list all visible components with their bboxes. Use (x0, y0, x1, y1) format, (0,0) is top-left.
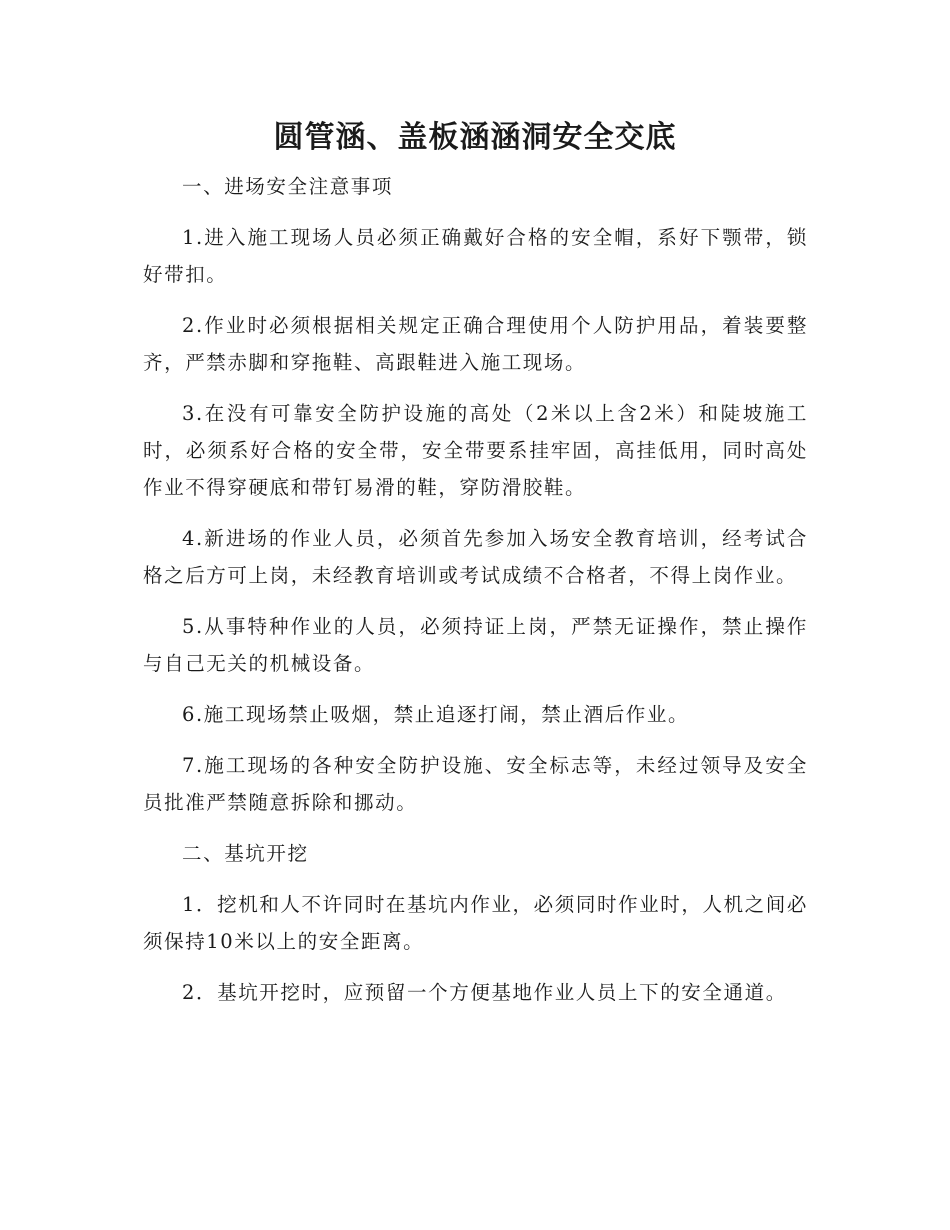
entry-safety-item-4: 4.新进场的作业人员，必须首先参加入场安全教育培训，经考试合格之后方可上岗，未经教育培训或考试成绩不合格者，不得上岗作业。 (143, 527, 808, 587)
document-body (143, 168, 808, 1025)
document-title: 圆管涵、盖板涵涵洞安全交底 (273, 120, 677, 155)
entry-safety-item-7: 7.施工现场的各种安全防护设施、安全标志等，未经过领导及安全员批准严禁随意拆除和挪动。 (143, 754, 808, 814)
entry-safety-item-6: 6.施工现场禁止吸烟，禁止追逐打闹，禁止酒后作业。 (182, 703, 690, 726)
section-heading-entry-safety: 一、进场安全注意事项 (182, 175, 394, 198)
entry-safety-item-1: 1.进入施工现场人员必须正确戴好合格的安全帽，系好下颚带，锁好带扣。 (143, 226, 808, 286)
section-heading-excavation: 二、基坑开挖 (182, 842, 309, 865)
entry-safety-item-2: 2.作业时必须根据相关规定正确合理使用个人防护用品，着装要整齐，严禁赤脚和穿拖鞋、高跟鞋进入施工现场。 (143, 314, 808, 374)
entry-safety-item-3: 3.在没有可靠安全防护设施的高处（2米以上含2米）和陡坡施工时，必须系好合格的安全带，安全带要系挂牢固，高挂低用，同时高处作业不得穿硬底和带钉易滑的鞋，穿防滑胶鞋。 (143, 402, 808, 499)
entry-safety-item-5: 5.从事特种作业的人员，必须持证上岗，严禁无证操作，禁止操作与自己无关的机械设备。 (143, 615, 808, 675)
excavation-item-2: 2．基坑开挖时，应预留一个方便基地作业人员上下的安全通道。 (182, 981, 787, 1004)
excavation-item-1: 1．挖机和人不许同时在基坑内作业，必须同时作业时，人机之间必须保持10米以上的安全距离。 (143, 893, 808, 953)
